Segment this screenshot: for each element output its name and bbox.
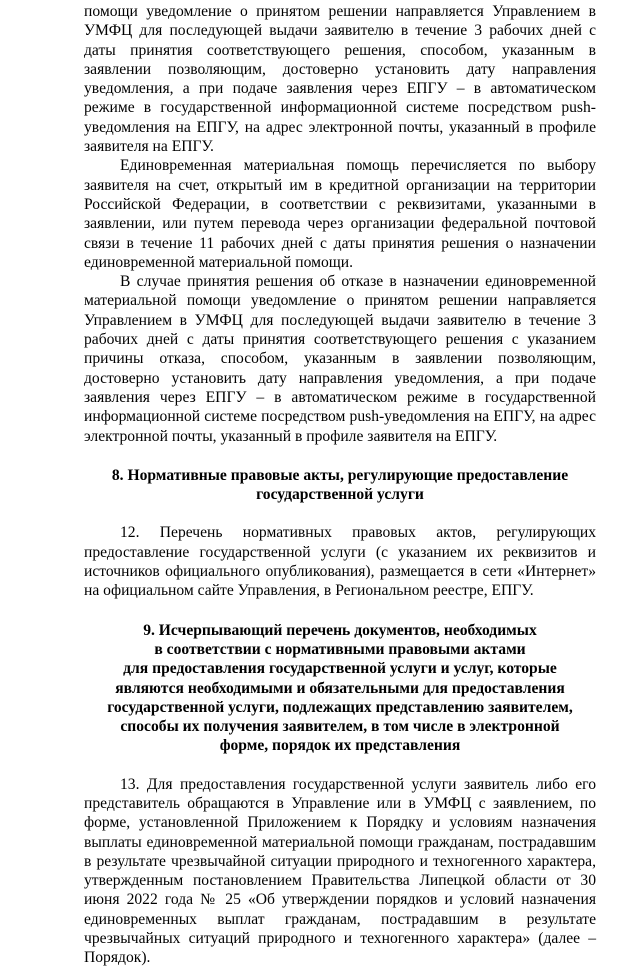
heading-line: 8. Нормативные правовые акты, регулирующие предоставление — [111, 466, 569, 484]
section-8-heading — [84, 466, 596, 505]
paragraph-notification-refusal: В случае принятия решения об отказе в назначении единовременной материальной помощи уведомление о принятом решении направляется Управлением в УМФЦ для последующей выдачи заявителю в течение 3 рабочих дней с даты принятия соответствующего решения с указанием причины отказа, способом, указанным в заявлении позволяющим, достоверно установить дату направления уведомления, а при подаче заявления через ЕПГУ – в автоматическом режиме в государственной информационной системе посредством push-уведомления на ЕПГУ, на адрес электронной почты, указанный в профиле заявителя на ЕПГУ. — [84, 273, 596, 445]
paragraph-payment-transfer: Единовременная материальная помощь перечисляется по выбору заявителя на счет, открытый им в кредитной организации на территории Российской Федерации, в соответствии с реквизитами, указанными в заявлении, или путем перевода через организации федеральной почтовой связи в течение 11 рабочих дней с даты принятия решения о назначении единовременной материальной помощи. — [84, 157, 596, 271]
heading-line: являются необходимыми и обязательными для предоставления — [115, 679, 565, 697]
document-page — [84, 2, 596, 968]
heading-line: 9. Исчерпывающий перечень документов, необходимых — [143, 621, 537, 639]
heading-line: способы их получения заявителем, в том числе в электронной — [120, 718, 560, 736]
heading-line: форме, порядок их представления — [219, 737, 461, 755]
heading-line: государственной услуги, подлежащих представлению заявителем, — [107, 698, 573, 716]
heading-line: в соответствии с нормативными правовыми актами — [154, 640, 526, 658]
heading-line: государственной услуги — [256, 486, 424, 504]
paragraph-13: 13. Для предоставления государственной услуги заявитель либо его представитель обращаются в Управление или в УМФЦ с заявлением, по форме, установленной Приложением к Порядку и условиям назначения выплаты единовременной материальной помощи гражданам, пострадавшим в результате чрезвычайной ситуации природного и техногенного характера, утвержденным постановлением Правительства Липецкой области от 30 июня 2022 года № 25 «Об утверждении порядков и условий назначения единовременных выплат гражданам, пострадавшим в результате чрезвычайных ситуаций природного и техногенного характера» (далее – Порядок). — [84, 775, 596, 967]
paragraph-notification-approval: помощи уведомление о принятом решении направляется Управлением в УМФЦ для последующей выдачи заявителю в течение 3 рабочих дней с даты принятия соответствующего решения, способом, указанным в заявлении позволяющим, достоверно установить дату направления уведомления, а при подаче заявления через ЕПГУ – в автоматическом режиме в государственной информационной системе посредством push-уведомления на ЕПГУ, на адрес электронной почты, указанный в профиле заявителя на ЕПГУ. — [84, 3, 596, 156]
heading-line: для предоставления государственной услуги и услуг, которые — [123, 660, 557, 678]
paragraph-12: 12. Перечень нормативных правовых актов, регулирующих предоставление государственной услуги (с указанием их реквизитов и источников официального опубликования), размещается в сети «Интернет» на официальном сайте Управления, в Региональном реестре, ЕПГУ. — [84, 524, 596, 600]
section-9-heading — [84, 621, 596, 756]
